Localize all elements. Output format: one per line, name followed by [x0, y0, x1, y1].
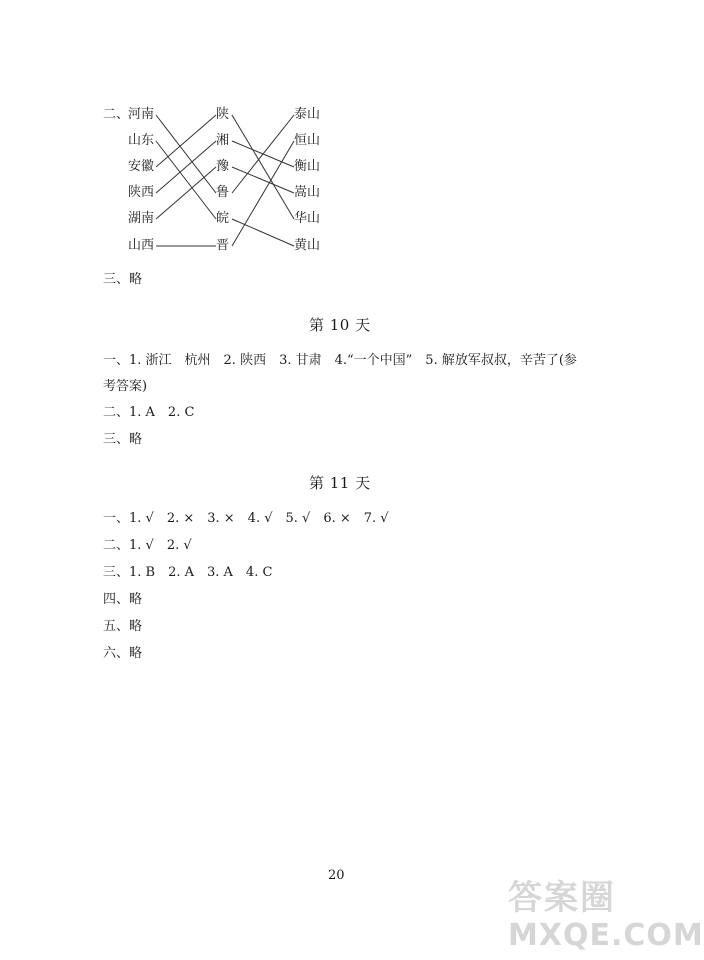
answer-line: 考答案) [103, 379, 148, 394]
answer-line: 三、1. B 2. A 3. A 4. C [103, 565, 273, 580]
match-line [232, 115, 294, 193]
match-line [232, 115, 294, 219]
mountain-item: 嵩山 [294, 185, 321, 200]
q3-answer: 三、略 [103, 272, 143, 287]
day10-title: 第 10 天 [309, 316, 371, 334]
province-item: 山东 [128, 133, 155, 148]
day11-title: 第 11 天 [309, 474, 371, 492]
answer-line: 五、略 [103, 619, 143, 634]
match-line [156, 141, 216, 193]
mountain-item: 黄山 [294, 238, 321, 253]
match-line [156, 167, 216, 219]
abbreviation-item: 晋 [216, 238, 230, 253]
abbreviation-item: 豫 [216, 159, 230, 174]
mountain-item: 泰山 [294, 107, 321, 122]
province-item: 陕西 [128, 185, 155, 200]
answer-line: 六、略 [103, 646, 143, 661]
abbreviation-item: 皖 [216, 211, 230, 226]
answer-line: 四、略 [103, 592, 143, 607]
match-line [156, 115, 216, 193]
match-line [232, 167, 294, 193]
page-number: 20 [328, 868, 345, 883]
province-item: 安徽 [128, 159, 155, 174]
province-item: 湖南 [128, 211, 155, 226]
abbreviation-item: 陕 [216, 107, 230, 122]
watermark-site-text: MXQE.COM [508, 918, 704, 953]
answer-line: 三、略 [103, 432, 143, 447]
match-line [156, 141, 216, 219]
match-line [232, 219, 294, 246]
abbreviation-item: 湘 [216, 133, 230, 148]
mountain-item: 衡山 [294, 159, 321, 174]
answer-line: 一、1. 浙江 杭州 2. 陕西 3. 甘肃 4.“一个中国” 5. 解放军叔叔，辛苦了(参 [103, 353, 577, 368]
province-item: 河南 [128, 107, 155, 122]
answer-line: 一、1. √ 2. × 3. × 4. √ 5. √ 6. × 7. √ [103, 511, 389, 526]
q2-label: 二、 [103, 107, 130, 122]
mountain-item: 华山 [294, 211, 321, 226]
abbreviation-item: 鲁 [216, 185, 230, 200]
mountain-item: 恒山 [294, 133, 321, 148]
answer-line: 二、1. √ 2. √ [103, 538, 192, 553]
province-item: 山西 [128, 238, 155, 253]
matching-lines [0, 0, 676, 300]
match-line [232, 141, 294, 246]
answer-line: 二、1. A 2. C [103, 405, 195, 420]
match-line [156, 115, 216, 167]
watermark-logo-text: 答案圈 [508, 878, 616, 918]
